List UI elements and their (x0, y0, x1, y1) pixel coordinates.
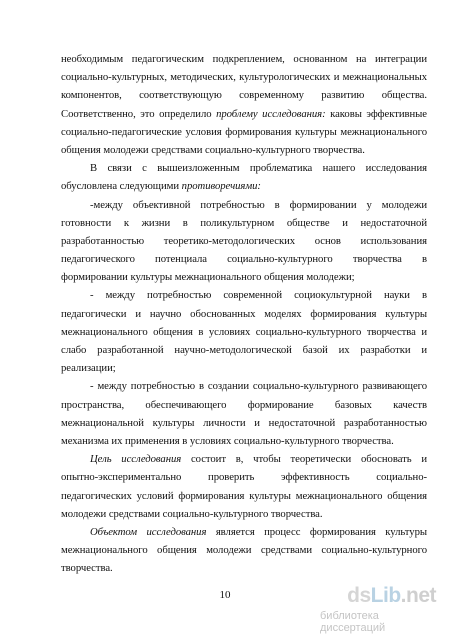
text-line: опытно-экспериментально проверить эффективность социально- (61, 471, 427, 484)
watermark (320, 584, 438, 634)
text-line: слабо разработанной научно-методологической базой их разработки и (61, 344, 427, 356)
text-line: межнационального общения молодежи средствами социально-культурного (61, 544, 427, 557)
text-segment: является процесс формирования культуры (206, 525, 427, 538)
text-line (61, 105, 427, 123)
emphasis-research-goal: Цель исследования (90, 453, 182, 466)
text-line: - между потребностью в создании социально-культурного развивающего (90, 380, 427, 393)
text-line: В связи с вышеизложенным проблематика нашего исследования (90, 162, 427, 175)
emphasis-contradictions: противоречиями: (181, 180, 261, 193)
text-line: формировании культуры межнационального общения молодежи; (61, 271, 355, 284)
emphasis-research-problem: проблему исследования: (216, 107, 326, 120)
watermark-logo-net: .net (400, 584, 436, 607)
text-line: реализации; (61, 362, 116, 375)
text-line (61, 450, 427, 468)
text-segment: обусловлена следующими (61, 180, 182, 193)
text-line: молодежи средствами социально-культурного творчества. (61, 507, 323, 520)
text-line: механизма их применения в условиях социально-культурного творчества. (61, 434, 394, 447)
text-line: пространства, обеспечивающего формирование базовых качеств (61, 398, 427, 411)
watermark-logo-ds: ds (347, 584, 371, 607)
text-line: педагогических условий формирования культуры межнационального общения (61, 489, 427, 502)
text-line (61, 177, 427, 195)
watermark-logo (347, 584, 436, 608)
text-segment: Соответственно, это определило (61, 107, 217, 120)
text-line: педагогического потенциала социально-культурного творчества в (61, 253, 427, 266)
text-line (61, 523, 427, 541)
page-number: 10 (219, 589, 231, 601)
text-line: межнациональной культуры личности и недостаточной разработанностью (61, 416, 427, 429)
text-line: социально-педагогические условия формирования культуры межнационального (61, 125, 427, 138)
text-line: компонентов, соответствующую современному развитию общества. (61, 89, 427, 102)
text-line: готовности к жизни в поликультурном обществе и недостаточной (61, 216, 427, 229)
emphasis-research-object: Объектом исследования (90, 525, 207, 538)
body-text (61, 50, 427, 577)
text-line: педагогически и научно обоснованных моделях формирования культуры (61, 307, 427, 320)
text-line: - между потребностью современной социокультурной науки в (90, 289, 427, 302)
watermark-subtitle: библиотека диссертаций (320, 610, 386, 634)
text-line: необходимым педагогическим подкреплением, основанном на интеграции (61, 53, 427, 65)
text-line: разработанностью теоретико-методологических основ использования (61, 234, 427, 247)
text-line: межнационального общения в условиях социально-культурного творчества и (61, 325, 427, 338)
text-line: творчества. (61, 562, 113, 575)
text-line: общения молодежи средствами социально-культурного творчества. (61, 143, 365, 156)
text-line: -между объективной потребностью в формировании у молодежи (90, 198, 427, 211)
text-line: социально-культурных, методических, культурологических и межнациональных (61, 71, 427, 84)
text-segment: состоит в, чтобы теоретически обосновать и (181, 453, 427, 466)
watermark-logo-lib: Lib (370, 584, 401, 607)
text-segment: каковы эффективные (325, 107, 427, 120)
